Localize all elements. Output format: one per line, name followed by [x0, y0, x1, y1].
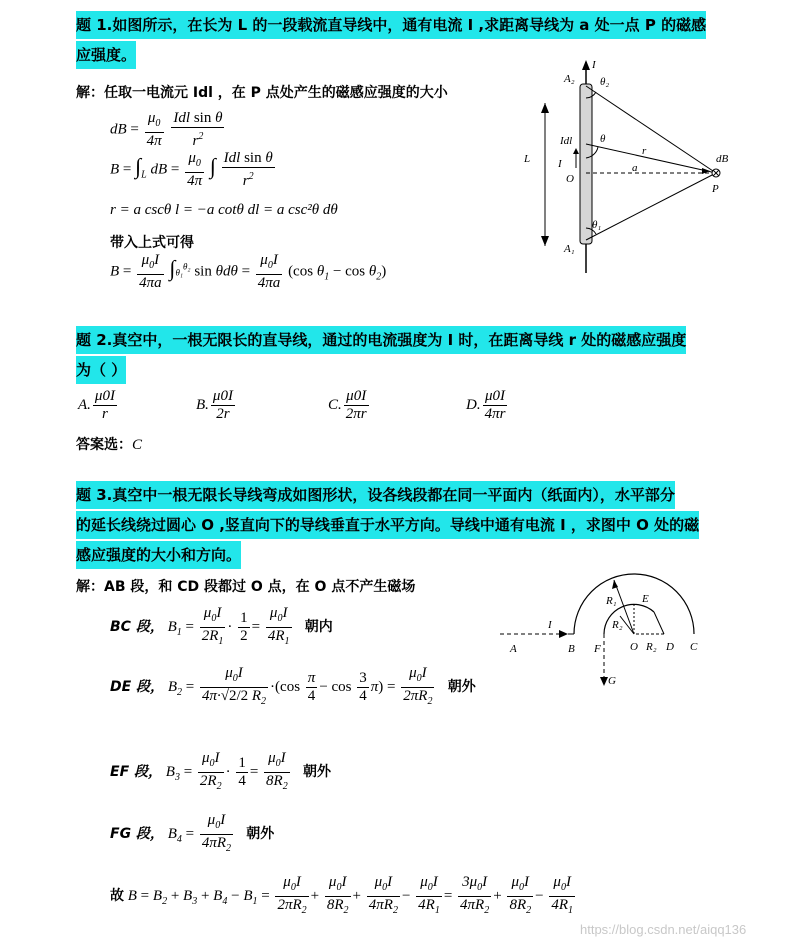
fig1-label-Idl: Idl: [560, 135, 573, 147]
dir-out-de: 朝外: [447, 678, 476, 695]
fig1-label-I-mid: I: [558, 158, 562, 170]
fig3-label-G: G: [608, 675, 616, 687]
watermark: https://blog.csdn.net/aiqq136: [580, 922, 747, 937]
fig1-label-r: r: [642, 145, 647, 157]
option-d-den: 4πr: [484, 406, 506, 422]
problem3-title-line2: 的延长线绕过圆心 O ,竖直向下的导线垂直于水平方向。导线中通有电流 I ，求图中 O 处的磁: [76, 511, 699, 539]
problem3-seg-bc: BC 段， $B_1$ = $\frac{\mu_0I}{2R_1}$ · $\frac{1}{2}$ = $\frac{\mu_0I}{4R_1}$ 朝内: [110, 605, 333, 647]
problem3-title-line3: 感应强度的大小和方向。: [76, 541, 241, 569]
problem1-substitute: 带入上式可得: [110, 235, 194, 251]
fig1-label-A1: A₁: [564, 243, 575, 255]
seg-ef-label: EF 段，: [110, 763, 163, 780]
problem3-seg-ef: EF 段， $B_3$ = $\frac{\mu_0I}{2R_2}$ · $\frac{1}{4}$ = $\frac{\mu_0I}{8R_2}$ 朝外: [110, 750, 331, 792]
fig3-label-R1: R₁: [606, 595, 617, 607]
problem1-eq3: r = a cscθ l = −a cotθ dl = a csc²θ dθ: [110, 202, 338, 218]
problem2-answer: [76, 434, 142, 454]
option-c-letter: C.: [328, 396, 342, 413]
problem1-eq2: $B = \int_L$ dB = $\frac{\mu_0}{4\pi}$ ∫ $\frac{\text{Idl sin θ}}{r^2}$: [110, 150, 273, 189]
problem3-seg-de: DE 段， $B_2$ = $\frac{\mu_0I}{4\pi\cdot√2/2 R_2}$ ·(cos $\frac{\pi}{4}$ − cos $\frac{3}{4}$ π) = $\frac{\mu_0I}{2\pi R_2}$ 朝外: [110, 665, 476, 707]
problem2-option-b: [196, 388, 237, 423]
fig1-label-O: O: [566, 173, 574, 185]
answer-value: C: [132, 437, 143, 453]
option-a-num: μ0I: [94, 388, 115, 404]
fig1-label-A2: A₂: [564, 73, 575, 85]
problem3-title-line1: 题 3.真空中一根无限长导线弯成如图形状，设各线段都在同一平面内（纸面内），水平部分: [76, 481, 675, 509]
problem1-solution-intro: 解：任取一电流元 Idl ，在 P 点处产生的磁感应强度的大小: [76, 85, 448, 101]
seg-fg-label: FG 段，: [110, 825, 164, 842]
problem1-title-line1: 题 1.如图所示，在长为 L 的一段载流直导线中，通有电流 I ,求距离导线为 a 处一点 P 的磁感: [76, 11, 706, 39]
problem2-title-line1: 题 2.真空中，一根无限长的直导线，通过的电流强度为 I 时，在距离导线 r 处的磁感应强度: [76, 326, 686, 354]
problem3-solution-intro: 解：AB 段，和 CD 段都过 O 点，在 O 点不产生磁场: [76, 579, 416, 595]
fig3-label-R2b: R₂: [646, 641, 657, 653]
fig3-label-O: O: [630, 641, 638, 653]
option-b-letter: B.: [196, 396, 209, 413]
fig1-label-a: a: [632, 162, 638, 174]
problem3-figure: [496, 572, 716, 702]
problem2-option-c: [328, 388, 371, 423]
dir-out-fg: 朝外: [246, 825, 275, 842]
fig1-label-theta2: θ₂: [600, 76, 610, 88]
fig3-label-F: F: [594, 643, 601, 655]
problem1-eq1: dB = $\frac{\mu_0}{4\pi}$ $\frac{\text{Idl sin θ}}{r^2}$: [110, 110, 223, 149]
fig1-label-I-top: I: [592, 59, 596, 71]
fig3-label-D: D: [666, 641, 674, 653]
option-b-num: μ0I: [212, 388, 233, 404]
fig3-label-A: A: [510, 643, 517, 655]
option-d-letter: D.: [466, 396, 481, 413]
seg-bc-label: BC 段，: [110, 618, 164, 635]
problem3-seg-fg: FG 段， $B_4$ = $\frac{\mu_0I}{4\pi R_2}$ 朝外: [110, 812, 275, 854]
fig1-label-P: P: [712, 183, 719, 195]
final-label: 故: [110, 887, 124, 904]
seg-de-label: DE 段，: [110, 678, 165, 695]
fig3-label-E: E: [642, 593, 649, 605]
problem1-figure: [520, 58, 740, 276]
option-c-den: 2πr: [345, 406, 367, 422]
problem1-title-line2: 应强度。: [76, 41, 136, 69]
problem2-title-line2: 为（ ）: [76, 356, 126, 384]
fig1-label-dB: dB: [716, 153, 729, 165]
option-c-num: μ0I: [344, 388, 369, 406]
problem2-option-d: [466, 388, 509, 423]
fig1-label-theta: θ: [600, 133, 606, 145]
problem1-eq4: B = $\frac{\mu_0I}{4\pi a}$ ∫θ₁$^{\theta_2}$ sin θdθ = $\frac{\mu_0I}{4\pi a}$ (cos $\theta_1 - \cos \theta_2$): [110, 252, 387, 291]
fig1-label-theta1: θ₁: [592, 219, 602, 231]
fig3-label-B: B: [568, 643, 575, 655]
fig1-label-L: L: [524, 153, 531, 165]
option-b-den: 2r: [216, 406, 230, 422]
answer-label: 答案选：: [76, 437, 132, 453]
fig3-label-R2a: R₂: [612, 619, 623, 631]
dir-in: 朝内: [304, 618, 333, 635]
option-d-num: μ0I: [483, 388, 508, 406]
fig3-label-C: C: [690, 641, 698, 653]
problem3-final: 故 $B = B_2 + B_3 + B_4 - B_1$ = $\frac{\mu_0I}{2\pi R_2}$ + $\frac{\mu_0I}{8R_2}$ + $\frac{\mu_0I}{4\pi R_2}$ − $\frac{\mu_0I}{4R_1}$ = $\frac{3\mu_0I}{4\pi R_2}$ + $\frac{\mu_0I}{8R_2}$ − $\frac{\mu_0I}{4R_1}$: [110, 874, 574, 916]
dir-out-ef: 朝外: [302, 763, 331, 780]
problem2-option-a: [78, 388, 119, 423]
option-a-letter: A.: [78, 396, 91, 413]
fig3-label-I: I: [548, 619, 552, 631]
option-a-den: r: [102, 406, 108, 422]
